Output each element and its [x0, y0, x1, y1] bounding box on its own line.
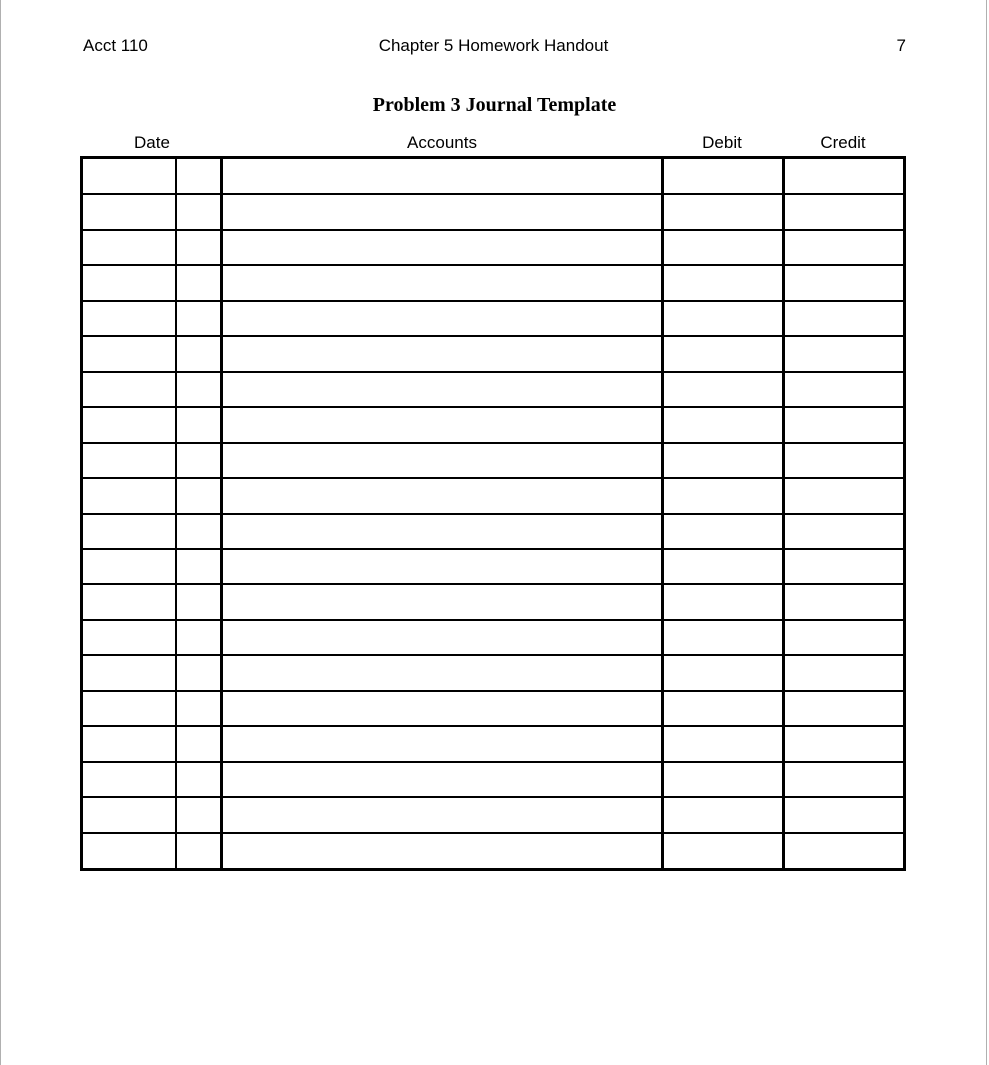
journal-row-line	[83, 513, 903, 515]
header-document-title: Chapter 5 Homework Handout	[378, 36, 609, 55]
journal-row-line	[83, 619, 903, 621]
column-header-date: Date	[134, 133, 170, 152]
journal-row-line	[83, 654, 903, 656]
journal-row-line	[83, 548, 903, 550]
header-course: Acct 110	[83, 36, 148, 55]
journal-row-line	[83, 477, 903, 479]
journal-row-line	[83, 335, 903, 337]
journal-row-line	[83, 442, 903, 444]
journal-row-line	[83, 406, 903, 408]
column-header-debit: Debit	[702, 133, 742, 152]
journal-row-line	[83, 300, 903, 302]
journal-row-line	[83, 371, 903, 373]
journal-row-line	[83, 761, 903, 763]
column-header-credit: Credit	[820, 133, 866, 152]
journal-title: Problem 3 Journal Template	[372, 94, 617, 116]
journal-row-line	[83, 796, 903, 798]
journal-row-line	[83, 583, 903, 585]
journal-row-line	[83, 229, 903, 231]
journal-row-line	[83, 690, 903, 692]
journal-table	[80, 156, 906, 871]
journal-row-line	[83, 725, 903, 727]
journal-row-line	[83, 193, 903, 195]
journal-row-line	[83, 264, 903, 266]
header-page-number: 7	[896, 36, 906, 55]
journal-row-line	[83, 832, 903, 834]
column-header-accounts: Accounts	[407, 133, 477, 152]
